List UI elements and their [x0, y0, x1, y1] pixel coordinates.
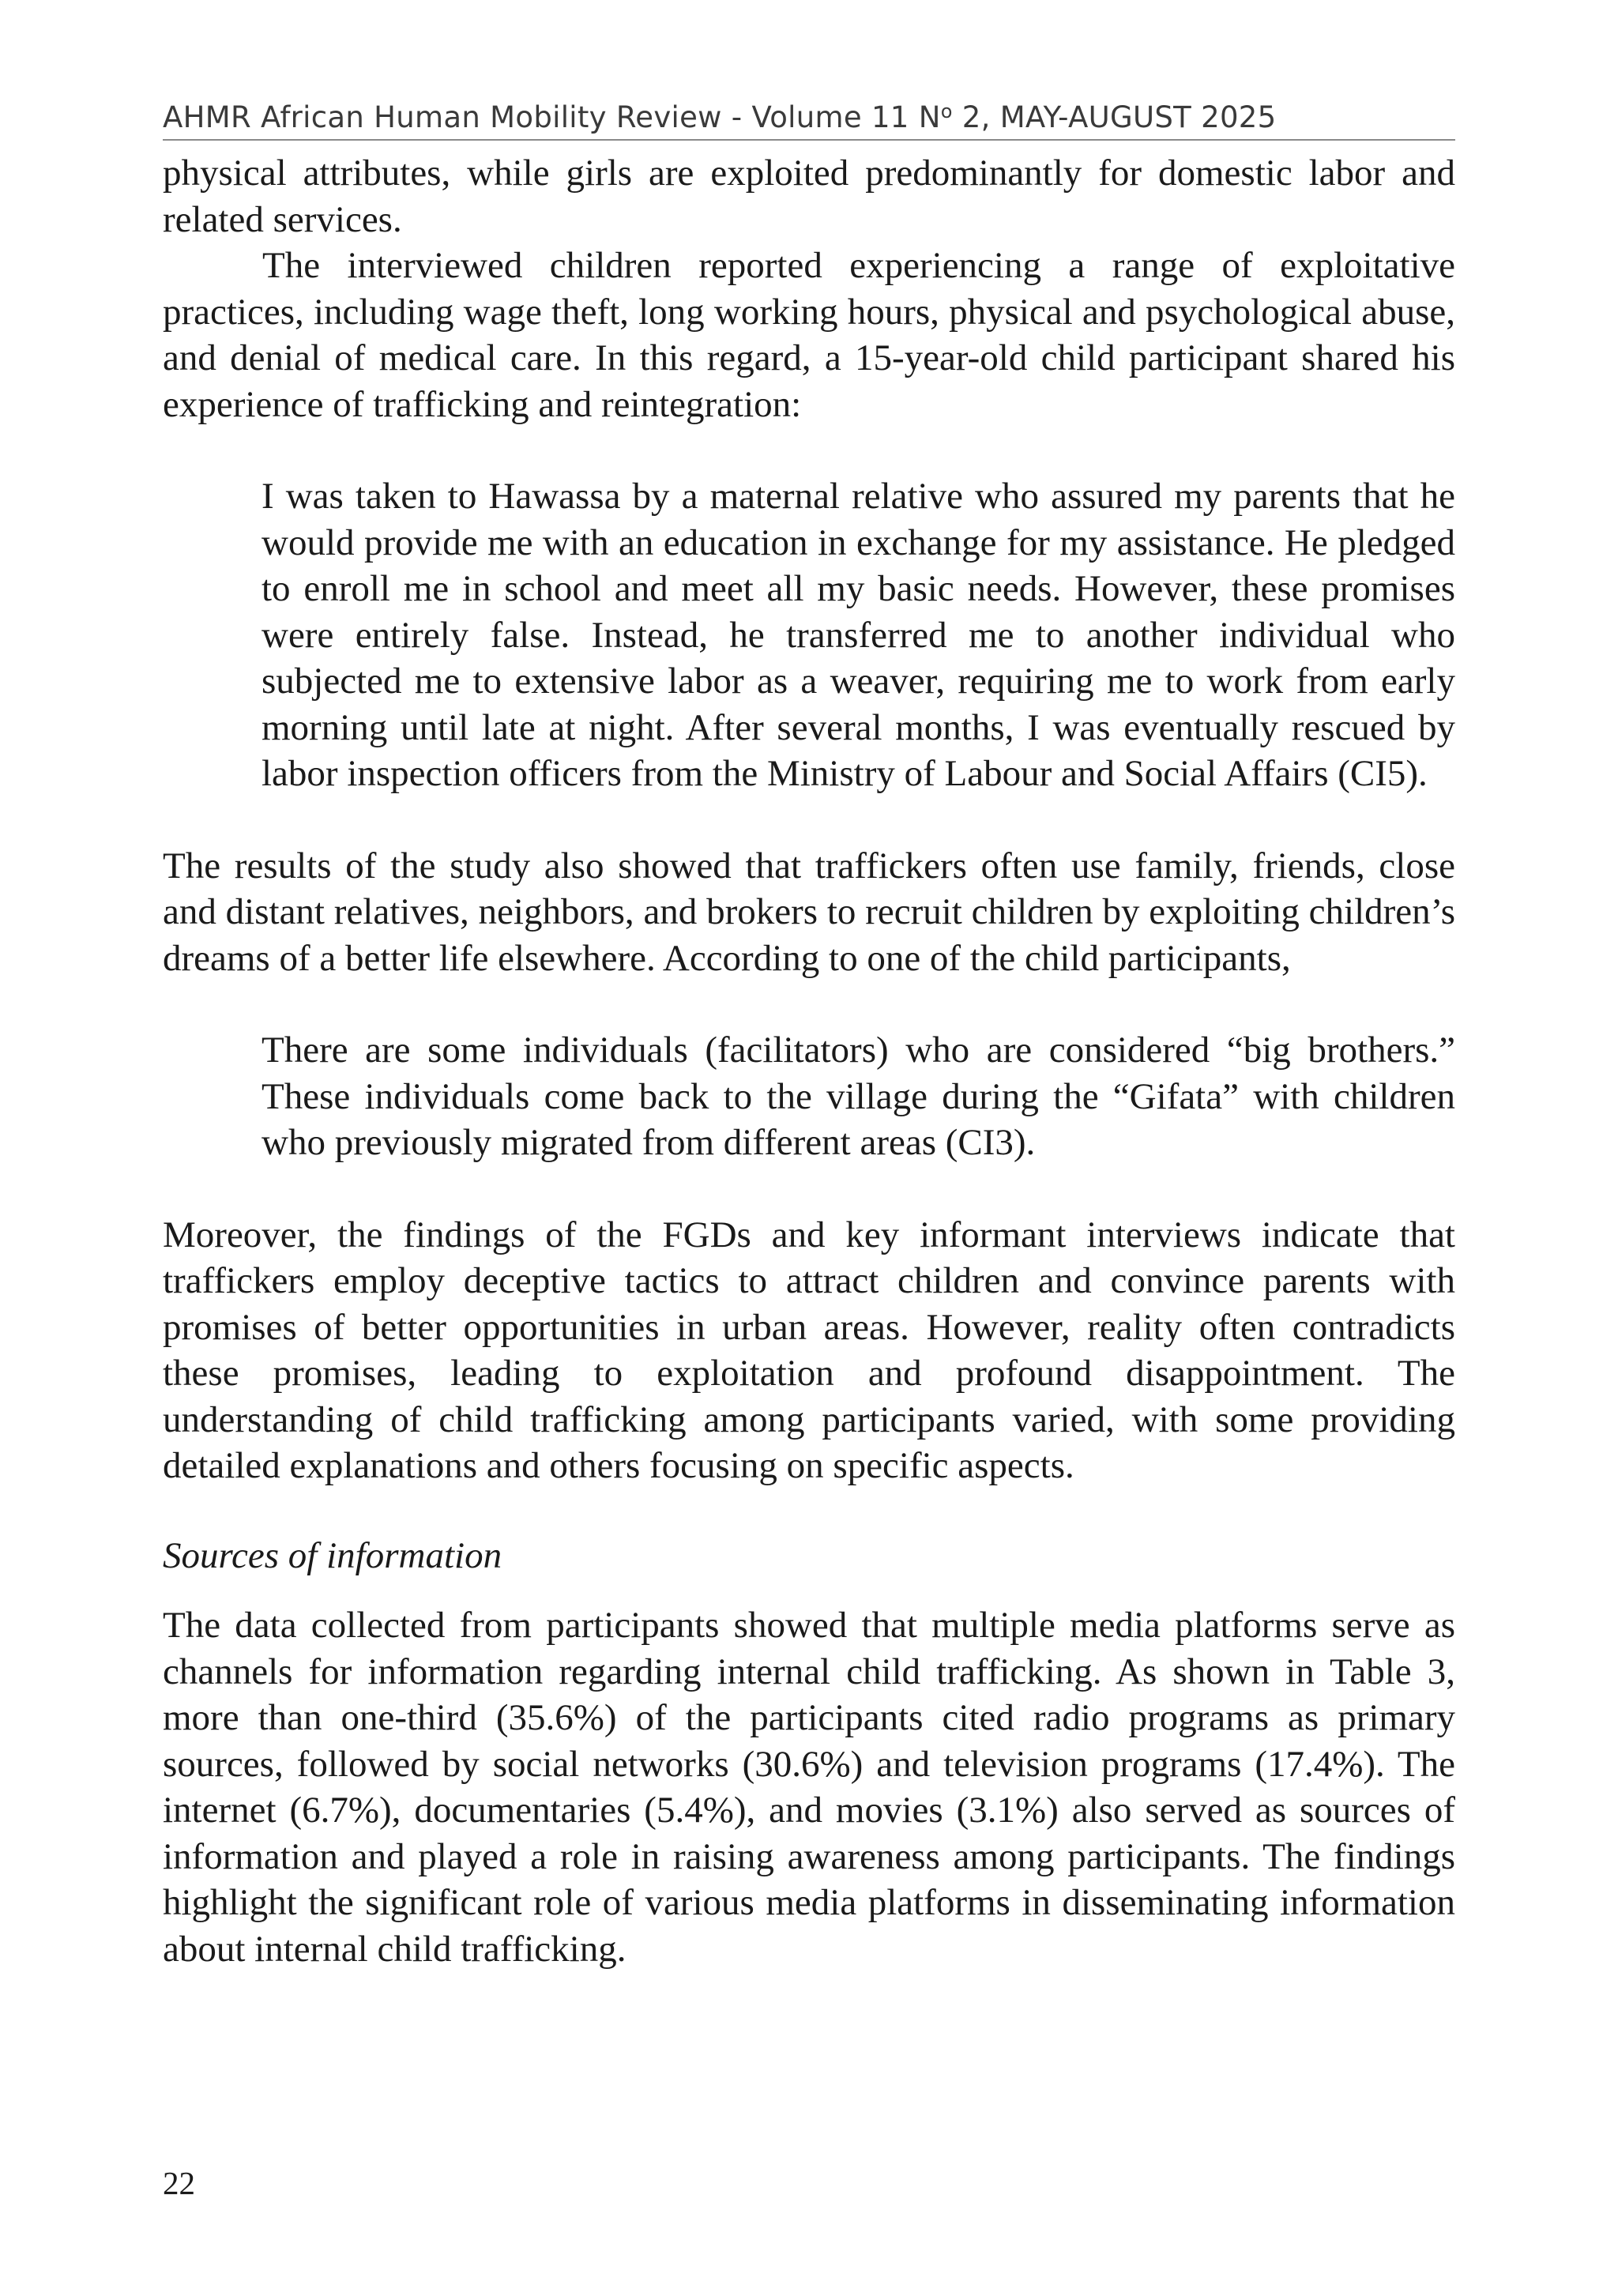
paragraph-deceptive-tactics: Moreover, the findings of the FGDs and key informant interviews indicate that traffickers employ deceptive tactics to attract children and convince parents with promises of better opportunities in urban areas. However, reality often contradicts these promises, leading to exploitation and profound disappointment. The understanding of child trafficking among participants varied, with some providing detailed explanations and others focusing on specific aspects. [163, 1214, 1455, 1486]
page-number: 22 [163, 2165, 195, 2201]
issue-info: 2, MAY-AUGUST 2025 [952, 100, 1277, 134]
section-subheading: Sources of information [163, 1534, 502, 1576]
paragraph-exploitative-practices: The interviewed children reported experiencing a range of exploitative practices, including wage theft, long working hours, physical and psychological abuse, and denial of medical care. In this regard, a 15-year-old child participant shared his experience of trafficking and reintegration: [163, 245, 1455, 425]
block-quote-ci5: I was taken to Hawassa by a maternal relative who assured my parents that he would provide me with an education in exchange for my assistance. He pledged to enroll me in school and meet all my basic needs. However, these promises were entirely false. Instead, he transferred me to another individual who subjected me to extensive labor as a weaver, requiring me to work from early morning until late at night. After several months, I was eventually rescued by labor inspection officers from the Ministry of Labour and Social Affairs (CI5). [262, 476, 1455, 794]
paragraph-sources-of-information: The data collected from participants showed that multiple media platforms serve as channels for information regarding internal child trafficking. As shown in Table 3, more than one-third (35.6%) of the participants cited radio programs as primary sources, followed by social networks (30.6%) and television programs (17.4%). The internet (6.7%), documentaries (5.4%), and movies (3.1%) also served as sources of information and played a role in raising awareness among participants. The findings highlight the significant role of various media platforms in disseminating information about internal child trafficking. [163, 1605, 1455, 1970]
paragraph-continuation: physical attributes, while girls are exploited predominantly for domestic labor and related services. [163, 152, 1455, 240]
running-header [163, 96, 1455, 141]
document-page [163, 0, 1455, 2296]
block-quote-ci3: There are some individuals (facilitators) who are considered “big brothers.” These individuals come back to the village during the “Gifata” with children who previously migrated from different areas (CI3). [262, 1029, 1455, 1163]
paragraph-recruitment: The results of the study also showed that traffickers often use family, friends, close and distant relatives, neighbors, and brokers to recruit children by exploiting children’s dreams of a better life elsewhere. According to one of the child participants, [163, 845, 1455, 979]
journal-title: AHMR African Human Mobility Review - Volume 11 N [163, 100, 941, 134]
number-ordinal-mark: o [940, 100, 953, 122]
body-text [163, 150, 1455, 1972]
